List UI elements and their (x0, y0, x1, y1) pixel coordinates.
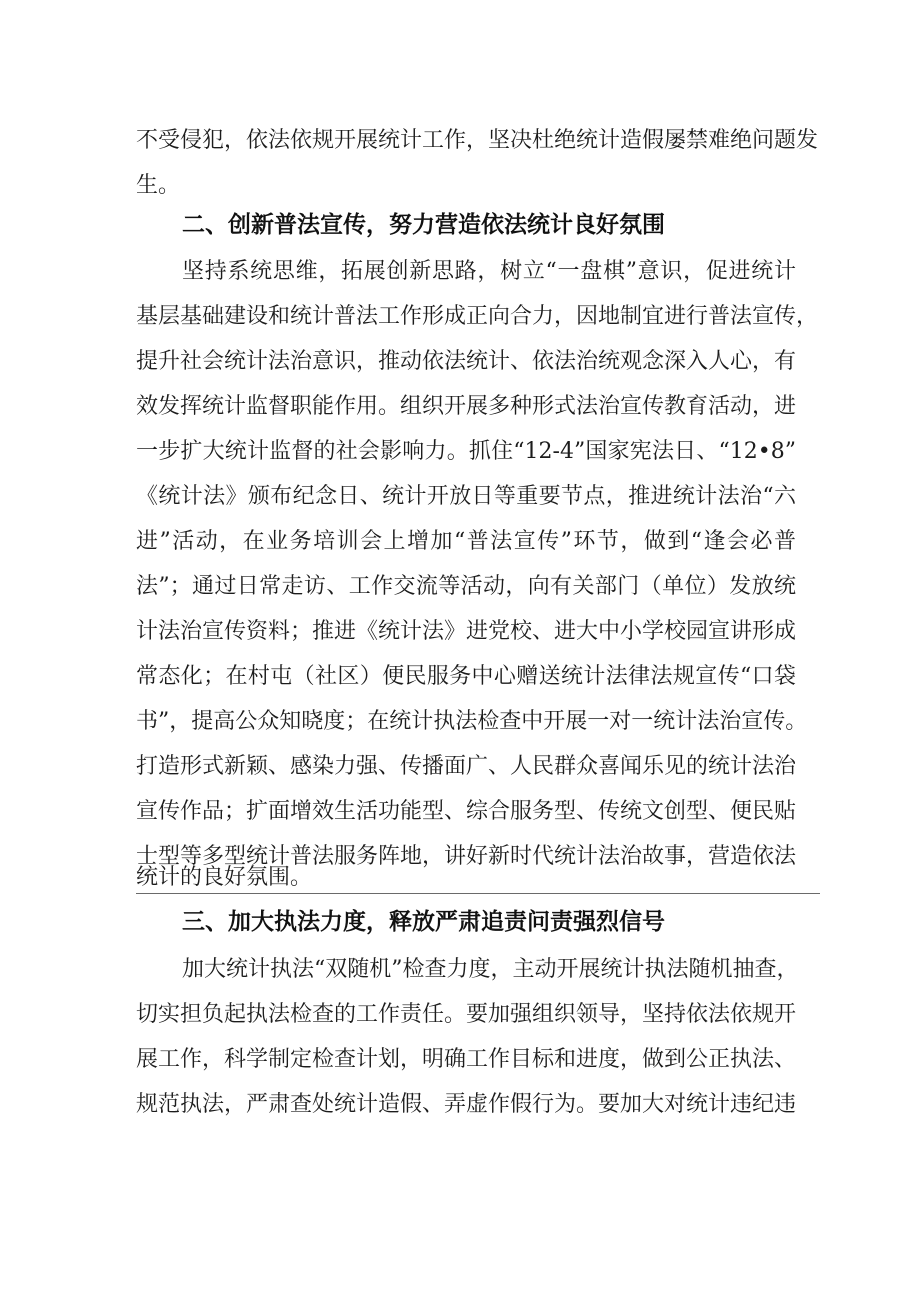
body-line: 效发挥统计监督职能作用。组织开展多种形式法治宣传教育活动，进 (136, 394, 797, 419)
body-line: 不受侵犯，依法依规开展统计工作，坚决杜绝统计造假屡禁难绝问题发 (136, 128, 819, 153)
body-line: 规范执法，严肃查处统计造假、弄虚作假行为。要加大对统计违纪违 (136, 1092, 797, 1117)
body-line: 常态化；在村屯（社区）便民服务中心赠送统计法律法规宣传“口袋 (136, 664, 796, 689)
section-heading-2: 二、创新普法宣传，努力营造依法统计良好氛围 (182, 212, 665, 238)
body-line: 《统计法》颁布纪念日、统计开放日等重要节点，推进统计法治“六 (136, 484, 796, 509)
body-line: 生。 (136, 173, 181, 198)
body-line: 宣传作品；扩面增效生活功能型、综合服务型、传统文创型、便民贴 (136, 799, 797, 824)
body-line: 一步扩大统计监督的社会影响力。抓住“12-4”国家宪法日、“12•8” (136, 439, 796, 464)
body-line: 基层基础建设和统计普法工作形成正向合力，因地制宜进行普法宣传， (136, 304, 819, 329)
body-line: 提升社会统计法治意识，推动依法统计、依法治统观念深入人心，有 (136, 349, 797, 374)
body-line: 计法治宣传资料；推进《统计法》进党校、进大中小学校园宣讲形成 (136, 619, 797, 644)
body-line: 切实担负起执法检查的工作责任。要加强组织领导，坚持依法依规开 (136, 1002, 797, 1027)
body-line: 法”；通过日常走访、工作交流等活动，向有关部门（单位）发放统 (136, 574, 796, 599)
section-heading-3: 三、加大执法力度，释放严肃追责问责强烈信号 (182, 909, 665, 935)
body-line: 统计的良好氛围。 (136, 865, 313, 890)
divider-line (136, 893, 820, 894)
body-line: 士型等多型统计普法服务阵地，讲好新时代统计法治故事，营造依法 (136, 844, 797, 869)
body-line: 坚持系统思维，拓展创新思路，树立“一盘棋”意识，促进统计 (182, 259, 796, 284)
body-line: 加大统计执法“双随机”检查力度，主动开展统计执法随机抽查， (182, 957, 799, 982)
body-line: 书”，提高公众知晓度；在统计执法检查中开展一对一统计法治宣传。 (136, 709, 808, 734)
body-line: 打造形式新颖、感染力强、传播面广、人民群众喜闻乐见的统计法治 (136, 754, 797, 779)
body-line: 展工作，科学制定检查计划，明确工作目标和进度，做到公正执法、 (136, 1047, 797, 1072)
body-line: 进”活动，在业务培训会上增加“普法宣传”环节，做到“逢会必普 (136, 529, 796, 554)
